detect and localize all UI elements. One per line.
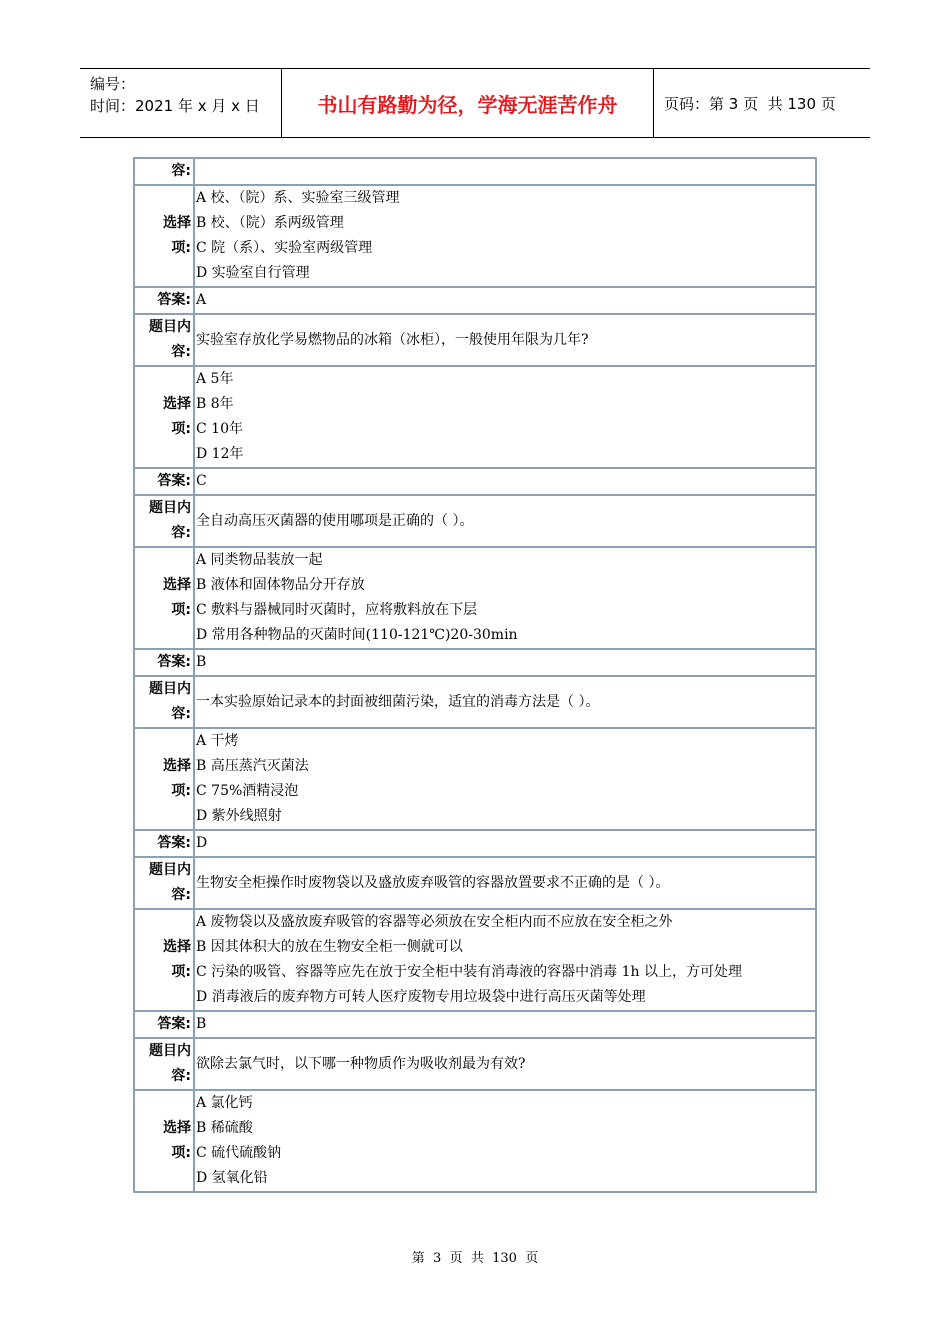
table-row xyxy=(134,830,816,857)
option: D 常用各种物品的灭菌时间(110-121℃)20-30min xyxy=(196,627,518,643)
option: C 敷料与器械同时灭菌时，应将敷料放在下层 xyxy=(196,602,478,618)
option: C 75%酒精浸泡 xyxy=(196,783,299,799)
option: D 实验室自行管理 xyxy=(196,265,310,281)
table-row xyxy=(134,1038,816,1090)
footer-page-number: 第 3 页 共 130 页 xyxy=(411,1251,539,1266)
answer-value: C xyxy=(194,468,816,495)
question-text: 欲除去氯气时，以下哪一种物质作为吸收剂最为有效? xyxy=(194,1038,816,1090)
page-footer xyxy=(0,1247,950,1266)
table-row xyxy=(134,857,816,909)
option: A 校、（院）系、实验室三级管理 xyxy=(196,190,400,206)
question-text: 生物安全柜操作时废物袋以及盛放废弃吸管的容器放置要求不正确的是（ ）。 xyxy=(194,857,816,909)
table-row xyxy=(134,909,816,1011)
option: C 10年 xyxy=(196,421,243,437)
table-row xyxy=(134,468,816,495)
option: A 同类物品装放一起 xyxy=(196,552,323,568)
table-row xyxy=(134,185,816,287)
table-row xyxy=(134,366,816,468)
option: D 消毒液后的废弃物方可转人医疗废物专用垃圾袋中进行高压灭菌等处理 xyxy=(196,989,646,1005)
options-list xyxy=(194,185,816,287)
content-value xyxy=(194,158,816,185)
table-row xyxy=(134,649,816,676)
option: A 氯化钙 xyxy=(196,1095,253,1111)
content-label: 题目内 容: xyxy=(134,676,194,728)
option: D 氢氧化铅 xyxy=(196,1170,268,1186)
option: B 稀硫酸 xyxy=(196,1120,253,1136)
answer-label: 答案: xyxy=(134,287,194,314)
time-label: 时间：2021 年 x 月 x 日 xyxy=(90,97,260,115)
options-label: 选择 项: xyxy=(134,547,194,649)
content-label: 题目内 容: xyxy=(134,495,194,547)
header-page-info xyxy=(654,69,870,137)
answer-value: B xyxy=(194,649,816,676)
number-label: 编号： xyxy=(90,75,136,93)
table-row xyxy=(134,287,816,314)
answer-value: B xyxy=(194,1011,816,1038)
answer-value: A xyxy=(194,287,816,314)
option: B 高压蒸汽灭菌法 xyxy=(196,758,309,774)
answer-label: 答案: xyxy=(134,830,194,857)
table-row xyxy=(134,1011,816,1038)
content-label: 题目内 容: xyxy=(134,857,194,909)
table-row xyxy=(134,676,816,728)
option: C 污染的吸管、容器等应先在放于安全柜中装有消毒液的容器中消毒 1h 以上，方可处理 xyxy=(196,964,742,980)
table-row xyxy=(134,728,816,830)
options-list xyxy=(194,728,816,830)
options-list xyxy=(194,909,816,1011)
option: D 紫外线照射 xyxy=(196,808,282,824)
options-list xyxy=(194,547,816,649)
table-row xyxy=(134,314,816,366)
content-label: 题目内 容: xyxy=(134,1038,194,1090)
content-label: 题目内 容: xyxy=(134,314,194,366)
options-label: 选择 项: xyxy=(134,366,194,468)
option: B 8年 xyxy=(196,396,234,412)
options-list xyxy=(194,366,816,468)
question-table xyxy=(133,157,817,1193)
option: D 12年 xyxy=(196,446,244,462)
table-row xyxy=(134,547,816,649)
header-motto: 书山有路勤为径，学海无涯苦作舟 xyxy=(282,69,654,137)
answer-label: 答案: xyxy=(134,649,194,676)
option: A 干烤 xyxy=(196,733,239,749)
answer-label: 答案: xyxy=(134,1011,194,1038)
option: A 废物袋以及盛放废弃吸管的容器等必须放在安全柜内而不应放在安全柜之外 xyxy=(196,914,673,930)
question-text: 全自动高压灭菌器的使用哪项是正确的（ ）。 xyxy=(194,495,816,547)
option: C 硫代硫酸钠 xyxy=(196,1145,282,1161)
table-row xyxy=(134,158,816,185)
question-text: 实验室存放化学易燃物品的冰箱（冰柜），一般使用年限为几年? xyxy=(194,314,816,366)
option: C 院（系）、实验室两级管理 xyxy=(196,240,373,256)
question-text: 一本实验原始记录本的封面被细菌污染，适宜的消毒方法是（ ）。 xyxy=(194,676,816,728)
options-label: 选择 项: xyxy=(134,909,194,1011)
page-label: 页码：第 3 页 共 130 页 xyxy=(664,94,836,113)
table-row xyxy=(134,1090,816,1192)
content-label: 容: xyxy=(134,158,194,185)
option: B 因其体积大的放在生物安全柜一侧就可以 xyxy=(196,939,463,955)
options-list xyxy=(194,1090,816,1192)
document-header xyxy=(80,68,870,138)
options-label: 选择 项: xyxy=(134,185,194,287)
option: B 液体和固体物品分开存放 xyxy=(196,577,365,593)
options-label: 选择 项: xyxy=(134,1090,194,1192)
answer-label: 答案: xyxy=(134,468,194,495)
answer-value: D xyxy=(194,830,816,857)
option: A 5年 xyxy=(196,371,234,387)
option: B 校、（院）系两级管理 xyxy=(196,215,344,231)
table-row xyxy=(134,495,816,547)
header-meta xyxy=(80,69,282,137)
options-label: 选择 项: xyxy=(134,728,194,830)
